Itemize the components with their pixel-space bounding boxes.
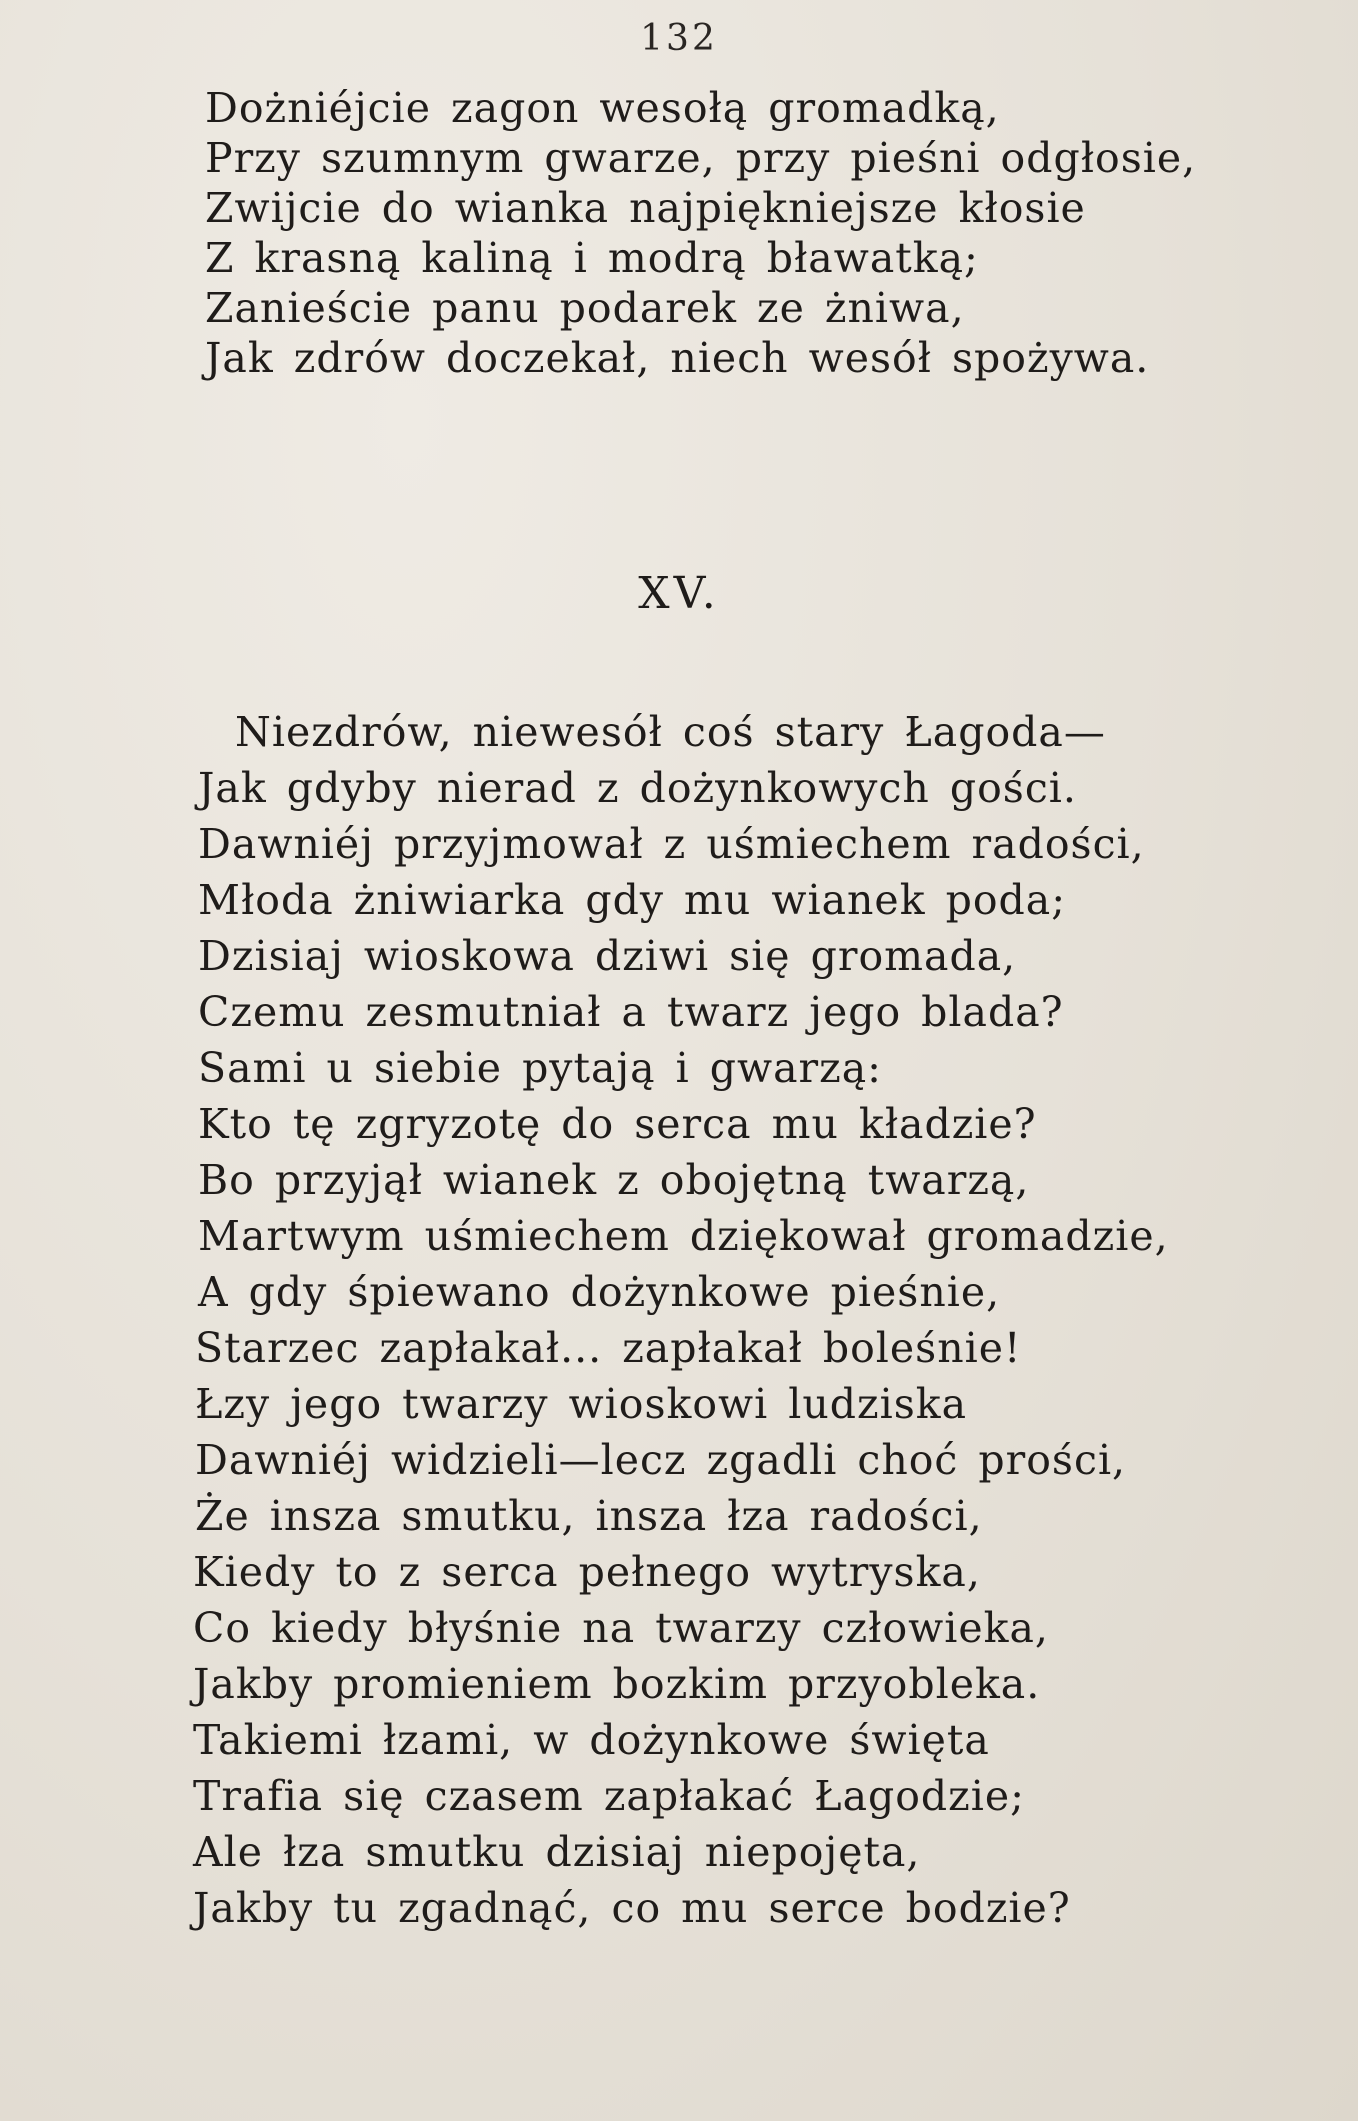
verse-line: Dawniéj widzieli—lecz zgadli choć prości, — [195, 1436, 1127, 1484]
verse-line: Młoda żniwiarka gdy mu wianek poda; — [198, 876, 1067, 924]
page-number: 132 — [640, 18, 718, 59]
verse-line: Trafia się czasem zapłakać Łagodzie; — [193, 1772, 1025, 1820]
verse-line: A gdy śpiewano dożynkowe pieśnie, — [198, 1268, 1001, 1316]
verse-line: Zanieście panu podarek ze żniwa, — [205, 284, 965, 332]
verse-line: Co kiedy błyśnie na twarzy człowieka, — [193, 1604, 1049, 1652]
verse-line: Z krasną kaliną i modrą bławatką; — [205, 234, 979, 282]
verse-line: Starzec zapłakał... zapłakał boleśnie! — [195, 1324, 1022, 1372]
verse-line: Czemu zesmutniał a twarz jego blada? — [198, 988, 1064, 1036]
verse-line: Jak zdrów doczekał, niech wesół spożywa. — [205, 334, 1150, 382]
verse-line: Dzisiaj wioskowa dziwi się gromada, — [198, 932, 1017, 980]
verse-line: Przy szumnym gwarze, przy pieśni odgłosie, — [205, 134, 1197, 182]
verse-line: Zwijcie do wianka najpiękniejsze kłosie — [205, 184, 1086, 232]
verse-line: Dożniéjcie zagon wesołą gromadką, — [205, 84, 1000, 132]
verse-line: Dawniéj przyjmował z uśmiechem radości, — [198, 820, 1145, 868]
verse-line: Jakby promieniem bozkim przyobleka. — [193, 1660, 1041, 1708]
verse-line: Kiedy to z serca pełnego wytryska, — [193, 1548, 981, 1596]
verse-line: Jak gdyby nierad z dożynkowych gości. — [198, 764, 1077, 812]
verse-line: Takiemi łzami, w dożynkowe święta — [193, 1716, 990, 1764]
verse-line: Kto tę zgryzotę do serca mu kładzie? — [198, 1100, 1037, 1148]
verse-line: Łzy jego twarzy wioskowi ludziska — [195, 1380, 968, 1428]
verse-line: Niezdrów, niewesół coś stary Łagoda— — [235, 708, 1106, 756]
verse-line: Sami u siebie pytają i gwarzą: — [198, 1044, 882, 1092]
verse-line: Jakby tu zgadnąć, co mu serce bodzie? — [193, 1884, 1071, 1932]
verse-line: Ale łza smutku dzisiaj niepojęta, — [193, 1828, 921, 1876]
verse-line: Bo przyjął wianek z obojętną twarzą, — [198, 1156, 1030, 1204]
section-heading: XV. — [638, 568, 720, 619]
verse-line: Że insza smutku, insza łza radości, — [195, 1492, 983, 1540]
verse-line: Martwym uśmiechem dziękował gromadzie, — [198, 1212, 1169, 1260]
